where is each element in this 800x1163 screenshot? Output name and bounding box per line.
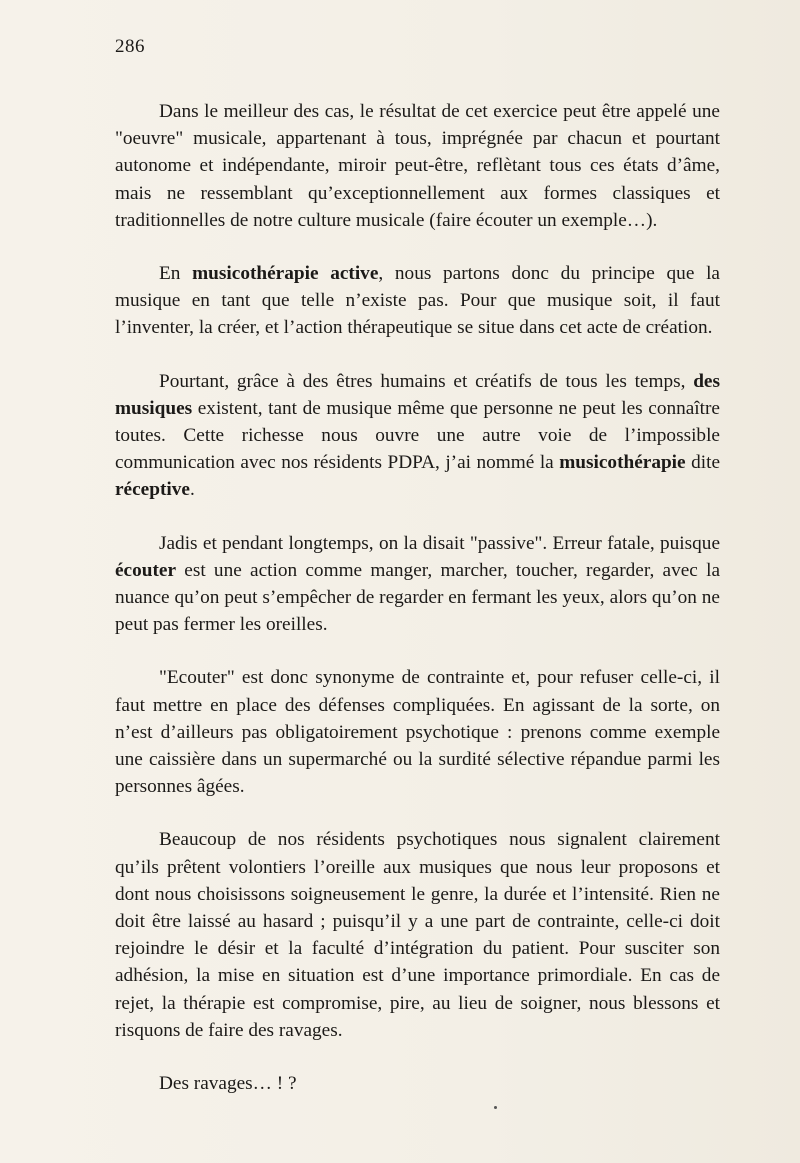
term-des-musiques: des musiques — [115, 370, 720, 419]
paragraph-2-text-b: , nous partons donc du principe que la musique en tant que telle n’existe pas. Pour que musique soit, il faut l’inventer, la créer, et l’action thérapeutique se situe dans cet acte de création. — [115, 263, 720, 339]
paragraph-6-text: Beaucoup de nos résidents psychotiques nous signalent clairement qu’ils prêtent volontiers l’oreille aux musiques que nous leur proposons et dont nous choisissons soigneusement le genre, la durée et l’intensité. Rien ne doit être laissé au hasard ; puisqu’il y a une part de contrainte, celle-ci doit rejoindre le désir et la faculté d’intégration du patient. Pour susciter son adhésion, la mise en situation est d’une importance primordiale. En cas de rejet, la thérapie est compromise, pire, au lieu de soigner, nous blessons et risquons de faire des ravages. — [115, 829, 720, 1041]
body-text — [115, 98, 720, 1097]
term-musicotherapie: musicothérapie — [559, 452, 686, 474]
term-receptive: réceptive — [115, 479, 190, 501]
paragraph-1 — [115, 98, 720, 234]
paragraph-5 — [115, 664, 720, 800]
paragraph-1-text: Dans le meilleur des cas, le résultat de cet exercice peut être appelé une "oeuvre" musicale, appartenant à tous, imprégnée par chacun et pourtant autonome et indépendante, miroir peut-être, reflètant tous ces états d’âme, mais ne ressemblant qu’exceptionnellement aux formes classiques et traditionnelles de notre culture musicale (faire écouter un exemple…). — [115, 101, 720, 231]
paragraph-6 — [115, 826, 720, 1044]
paragraph-3-text-a: Pourtant, grâce à des êtres humains et créatifs de tous les temps, — [159, 370, 694, 392]
paragraph-3-text-b: existent, tant de musique même que personne ne peut les connaître toutes. Cette richesse nous ouvre une autre voie de l’impossible communication avec nos résidents PDPA, j’ai nommé la — [115, 397, 720, 474]
paragraph-2-text-a: En — [159, 263, 193, 285]
paragraph-2 — [115, 260, 720, 342]
paragraph-4 — [115, 530, 720, 639]
paragraph-3 — [115, 368, 720, 504]
ink-speck — [494, 1106, 497, 1109]
paragraph-4-text-b: est une action comme manger, marcher, toucher, regarder, avec la nuance qu’on peut s’empêcher de regarder en fermant les yeux, alors qu’on ne peut pas fermer les oreilles. — [115, 559, 720, 636]
paragraph-7-text: Des ravages… ! ? — [159, 1073, 297, 1095]
term-musicotherapie-active: musicothérapie active — [192, 263, 379, 285]
paragraph-4-text-a: Jadis et pendant longtemps, on la disait "passive". Erreur fatale, puisque — [159, 532, 720, 554]
paragraph-7 — [115, 1070, 720, 1097]
page-number: 286 — [115, 36, 145, 57]
paragraph-3-text-c: dite — [685, 452, 721, 474]
term-ecouter: écouter — [115, 559, 177, 581]
paragraph-3-text-d: . — [189, 479, 195, 501]
paragraph-5-text: "Ecouter" est donc synonyme de contrainte et, pour refuser celle-ci, il faut mettre en place des défenses compliquées. En agissant de la sorte, on n’est d’ailleurs pas obligatoirement psychotique : prenons comme exemple une caissière dans un supermarché ou la surdité sélective répandue parmi les personnes âgées. — [115, 667, 720, 798]
